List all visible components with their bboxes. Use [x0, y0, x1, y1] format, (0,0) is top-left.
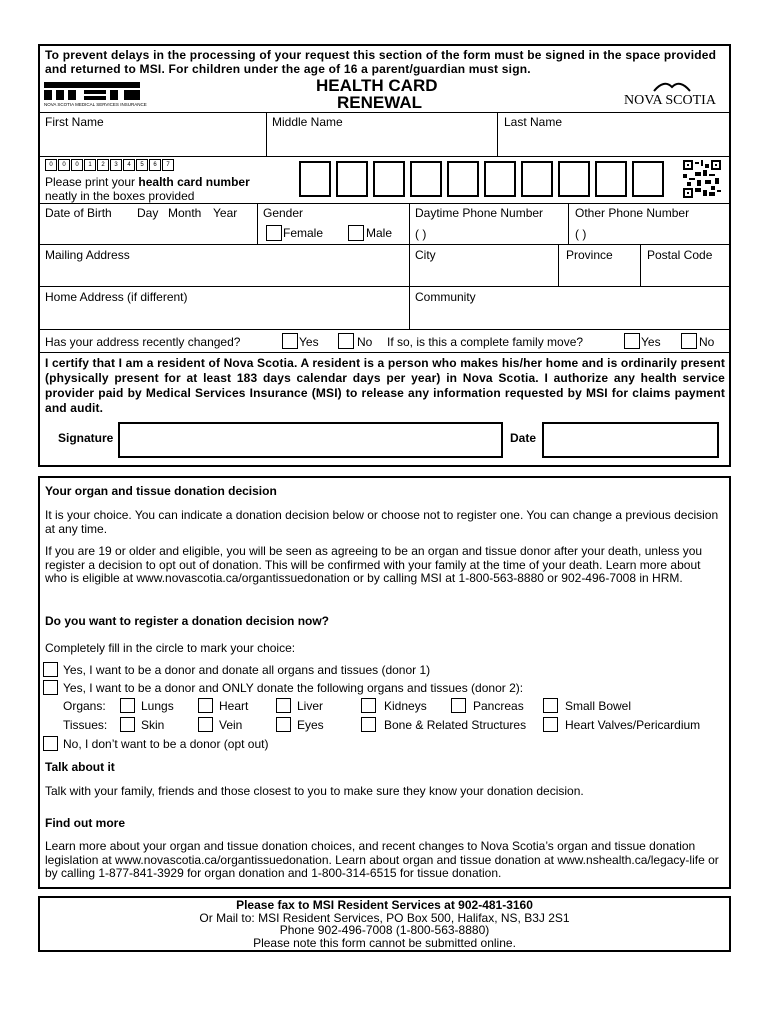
health-card-digit-box[interactable] [521, 161, 553, 197]
tissue-heart-valves-checkbox[interactable] [543, 717, 558, 732]
first-name-label: First Name [45, 115, 104, 129]
province-field[interactable] [560, 262, 638, 284]
donor-opt-out-label: No, I don’t want to be a donor (opt out) [63, 737, 269, 751]
donor-opt-out-checkbox[interactable] [43, 736, 58, 751]
health-card-digit-box[interactable] [447, 161, 479, 197]
male-label: Male [366, 226, 393, 240]
submission-text [40, 899, 729, 949]
example-digit: 0 [58, 159, 70, 171]
organ-small-bowel-checkbox[interactable] [543, 698, 558, 713]
divider [38, 156, 731, 157]
nova-scotia-wordmark: NOVA SCOTIA [624, 93, 716, 108]
organ-liver-label: Liver [297, 699, 324, 713]
middle-name-label: Middle Name [272, 115, 343, 129]
organ-lungs-checkbox[interactable] [120, 698, 135, 713]
organ-lungs-label: Lungs [141, 699, 174, 713]
organ-small-bowel-label: Small Bowel [565, 699, 632, 713]
dob-month-label: Month [168, 206, 202, 220]
mail-line: Or Mail to: MSI Resident Services, PO Box 500, Halifax, NS, B3J 2S1 [199, 910, 570, 925]
address-changed-no-label: No [357, 335, 373, 349]
health-card-digit-box[interactable] [632, 161, 664, 197]
tissues-label: Tissues: [63, 718, 108, 732]
donor-option-1-checkbox[interactable] [43, 662, 58, 677]
health-card-digit-box[interactable] [336, 161, 368, 197]
organ-pancreas-label: Pancreas [473, 699, 524, 713]
example-digit: 0 [45, 159, 57, 171]
last-name-field[interactable] [499, 130, 729, 154]
tissue-bone-label: Bone & Related Structures [384, 718, 527, 732]
address-changed-yes-label: Yes [299, 335, 319, 349]
family-move-label: If so, is this a complete family move? [387, 335, 584, 349]
online-note: Please note this form cannot be submitted online. [253, 935, 516, 950]
notice-text: To prevent delays in the processing of your request this section of the form must be signed in the space provided and returned to MSI. For children under the age of 16 a parent/guardian must sign. [45, 48, 717, 76]
divider [558, 244, 559, 286]
nova-scotia-logo [620, 79, 730, 111]
qr-code [683, 160, 721, 198]
fax-line: Please fax to MSI Resident Services at 902-481-3160 [236, 898, 533, 912]
example-digit: 0 [71, 159, 83, 171]
example-digit: 5 [136, 159, 148, 171]
dob-label: Date of Birth [45, 206, 112, 220]
signature-label: Signature [58, 431, 114, 445]
phone-line: Phone 902-496-7008 (1-800-563-8880) [279, 923, 490, 937]
mailing-address-label: Mailing Address [45, 248, 130, 262]
example-digit: 2 [97, 159, 109, 171]
organ-heart-checkbox[interactable] [198, 698, 213, 713]
health-card-digit-box[interactable] [373, 161, 405, 197]
divider [38, 203, 731, 204]
example-digit: 6 [149, 159, 161, 171]
donor-option-2-checkbox[interactable] [43, 680, 58, 695]
address-changed-no-checkbox[interactable] [338, 333, 354, 349]
organ-liver-checkbox[interactable] [276, 698, 291, 713]
postal-code-field[interactable] [642, 262, 729, 284]
health-card-instruction-2: neatly in the boxes provided [45, 189, 195, 203]
organ-kidneys-checkbox[interactable] [361, 698, 376, 713]
family-move-no-label: No [699, 335, 715, 349]
nova-scotia-bird-icon [652, 79, 692, 93]
health-card-digit-box[interactable] [299, 161, 331, 197]
tissue-bone-checkbox[interactable] [361, 717, 376, 732]
other-phone-area-code[interactable]: ( ) [575, 227, 587, 241]
tissue-eyes-label: Eyes [297, 718, 324, 732]
last-name-label: Last Name [504, 115, 563, 129]
organ-kidneys-label: Kidneys [384, 699, 427, 713]
address-changed-label: Has your address recently changed? [45, 335, 241, 349]
divider [266, 112, 267, 156]
health-card-digit-box[interactable] [484, 161, 516, 197]
home-address-label: Home Address (if different) [45, 290, 188, 304]
talk-heading: Talk about it [45, 760, 115, 774]
donation-eligibility: If you are 19 or older and eligible, you will be seen as agreeing to be an organ and tissue donor after your death, unless you register a decision to opt out of donation. This will be confirmed with your family at the time of your death. Learn more about who is eligible at www.novascotia.ca/organtissuedonation or by calling MSI at 1-800-563-8880 or 902-496-7008 in HRM. [45, 544, 703, 585]
certification-text: I certify that I am a resident of Nova Scotia. A resident is a person who makes his/her home and is ordinarily present (physically present for at least 183 days calendar days per year) in Nova Scotia. I authorize any health service provider paid by Medical Services Insurance (MSI) to release any information requested by MSI for claims payment and audit. [45, 356, 725, 415]
donation-intro: It is your choice. You can indicate a donation decision below or choose not to register one. You can change a previous decision at any time. [45, 508, 719, 536]
community-field[interactable] [411, 305, 729, 327]
dob-year-label: Year [213, 206, 238, 220]
signature-field[interactable] [118, 422, 503, 458]
daytime-phone-area-code[interactable]: ( ) [415, 227, 427, 241]
tissue-vein-label: Vein [219, 718, 243, 732]
form-title-line1: HEALTH CARD [316, 76, 438, 95]
divider [38, 244, 731, 245]
city-label: City [415, 248, 436, 262]
divider [497, 112, 498, 156]
donation-heading: Your organ and tissue donation decision [45, 484, 277, 498]
community-label: Community [415, 290, 476, 304]
donation-question: Do you want to register a donation decision now? [45, 614, 330, 628]
tissue-eyes-checkbox[interactable] [276, 717, 291, 732]
health-card-digit-box[interactable] [410, 161, 442, 197]
donation-instruction: Completely fill in the circle to mark your choice: [45, 641, 296, 655]
instruction-text: Please print your [45, 175, 139, 189]
date-label: Date [510, 431, 537, 445]
other-phone-label: Other Phone Number [575, 206, 690, 220]
divider [257, 203, 258, 244]
female-label: Female [283, 226, 324, 240]
divider [38, 286, 731, 287]
family-move-yes-checkbox[interactable] [624, 333, 640, 349]
health-card-example [45, 159, 185, 171]
daytime-phone-label: Daytime Phone Number [415, 206, 544, 220]
example-digit: 3 [110, 159, 122, 171]
male-checkbox[interactable] [348, 225, 364, 241]
tissue-vein-checkbox[interactable] [198, 717, 213, 732]
dob-day-label: Day [137, 206, 159, 220]
family-move-no-checkbox[interactable] [681, 333, 697, 349]
address-changed-yes-checkbox[interactable] [282, 333, 298, 349]
donor-option-1-label: Yes, I want to be a donor and donate all organs and tissues (donor 1) [63, 663, 431, 677]
tissue-heart-valves-label: Heart Valves/Pericardium [565, 718, 701, 732]
dob-field[interactable] [40, 222, 254, 244]
tissue-skin-label: Skin [141, 718, 165, 732]
organ-pancreas-checkbox[interactable] [451, 698, 466, 713]
divider [409, 286, 410, 329]
divider [38, 112, 731, 113]
msi-logo [44, 82, 147, 108]
health-card-digit-box[interactable] [595, 161, 627, 197]
example-digit: 1 [84, 159, 96, 171]
health-card-digit-box[interactable] [558, 161, 590, 197]
divider [640, 244, 641, 286]
instruction-bold-text: health card number [138, 175, 250, 189]
divider [38, 352, 731, 353]
organs-label: Organs: [63, 699, 106, 713]
home-address-field[interactable] [40, 305, 406, 327]
divider [568, 203, 569, 244]
donor-option-2-label: Yes, I want to be a donor and ONLY donate the following organs and tissues (donor 2): [63, 681, 524, 695]
msi-logo-subtext: NOVA SCOTIA MEDICAL SERVICES INSURANCE [44, 102, 147, 107]
find-text: Learn more about your organ and tissue donation choices, and recent changes to Nova Scotia’s organ and tissue donation legislation at www.novascotia.ca/organtissuedonation. Learn about organ and tissue donation at www.nshealth.ca/legacy-life or by calling 1-877-841-3929 for organ donation and 1-800-314-6515 for tissue donation. [45, 839, 719, 880]
example-digit: 4 [123, 159, 135, 171]
form-title-line2: RENEWAL [337, 93, 422, 112]
talk-text: Talk with your family, friends and those closest to you to make sure they know your donation decision. [45, 784, 584, 798]
mailing-address-field[interactable] [40, 262, 406, 284]
family-move-yes-label: Yes [641, 335, 661, 349]
postal-code-label: Postal Code [647, 248, 713, 262]
city-field[interactable] [411, 262, 556, 284]
female-checkbox[interactable] [266, 225, 282, 241]
middle-name-field[interactable] [268, 130, 495, 154]
find-heading: Find out more [45, 816, 125, 830]
health-card-instruction [45, 175, 250, 189]
qr-code-graphic [683, 160, 721, 198]
province-label: Province [566, 248, 613, 262]
first-name-field[interactable] [40, 130, 264, 154]
date-field[interactable] [542, 422, 719, 458]
tissue-skin-checkbox[interactable] [120, 717, 135, 732]
gender-label: Gender [263, 206, 304, 220]
divider [38, 329, 731, 330]
organ-heart-label: Heart [219, 699, 249, 713]
example-digit: 7 [162, 159, 174, 171]
